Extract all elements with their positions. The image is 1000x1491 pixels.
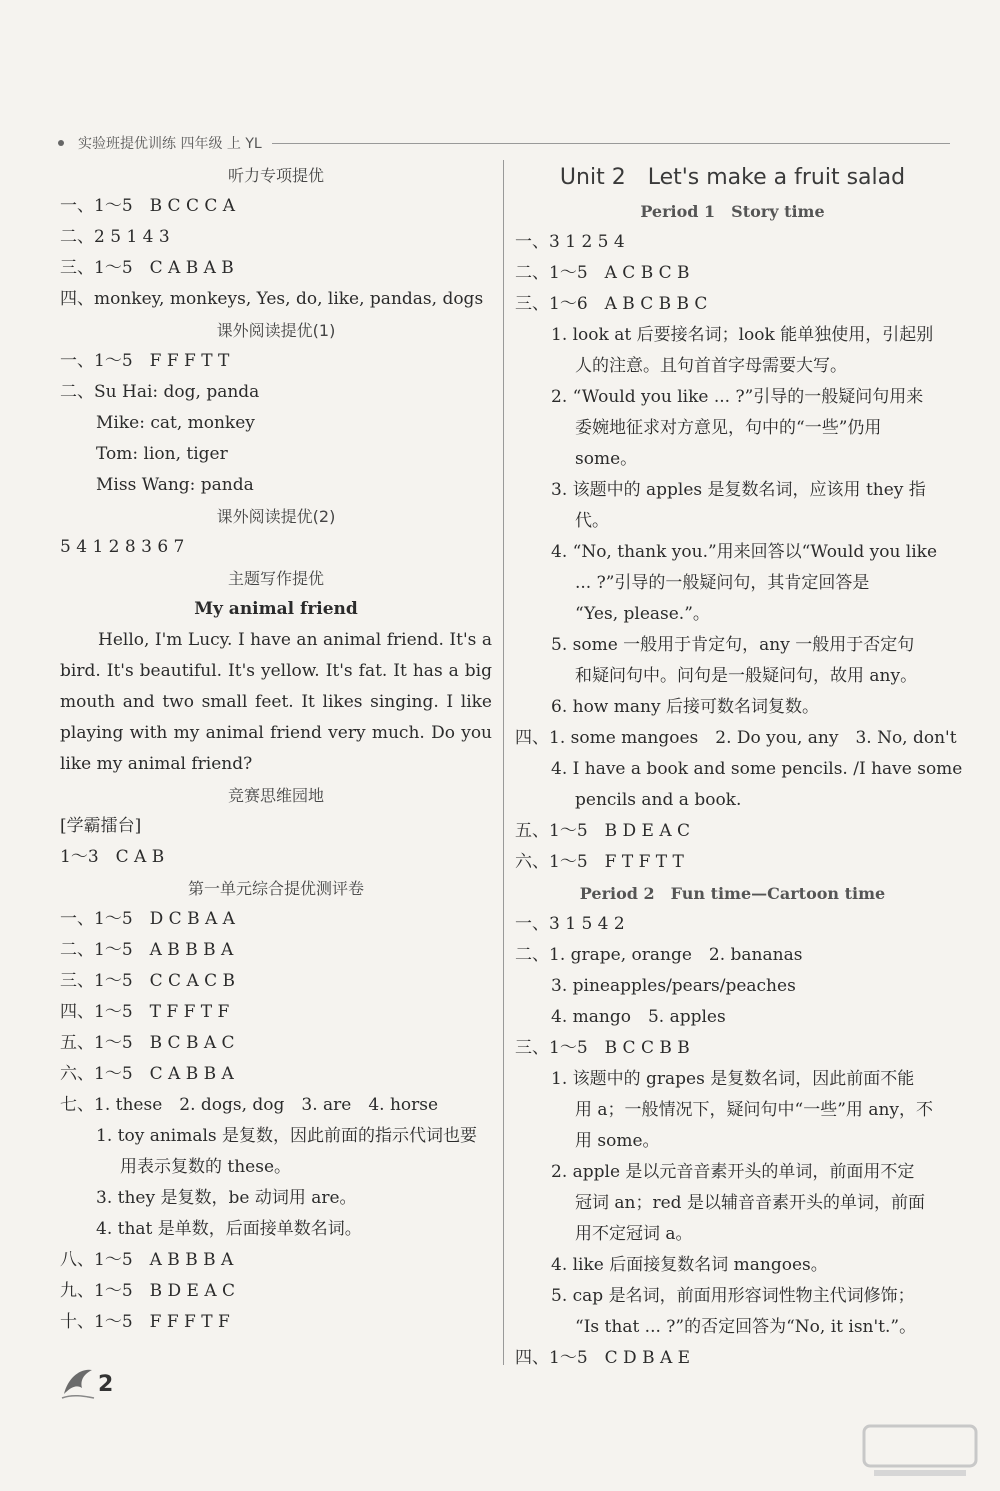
answer-line: Miss Wang: panda (96, 475, 254, 495)
note-line: 4. like 后面接复数名词 mangoes。 (551, 1255, 828, 1275)
left-column (60, 160, 492, 1338)
note-line: 用 a；一般情况下，疑问句中“一些”用 any，不 (575, 1100, 934, 1120)
answer-line: 4. mango 5. apples (551, 1007, 726, 1027)
note-line: 4. that 是单数，后面接单数名词。 (96, 1219, 362, 1239)
bullet-icon (58, 140, 64, 146)
section-title: 课外阅读提优(2) (216, 507, 336, 526)
header-rule (272, 143, 950, 144)
note-line: 2. apple 是以元音音素开头的单词，前面用不定 (551, 1162, 915, 1182)
note-line: 1. 该题中的 grapes 是复数名词，因此前面不能 (551, 1069, 915, 1089)
answer-line: 3. pineapples/pears/peaches (551, 976, 796, 996)
answer-line: 九、1～5 B D E A C (60, 1281, 236, 1301)
answer-line: 一、1～5 D C B A A (60, 909, 235, 929)
answer-line: Tom: lion, tiger (96, 444, 228, 464)
note-line: 用 some。 (575, 1131, 660, 1151)
answer-line: 七、1. these 2. dogs, dog 3. are 4. horse (60, 1095, 439, 1115)
note-line: 5. cap 是名词，前面用形容词性物主代词修饰； (551, 1286, 915, 1306)
note-line: 委婉地征求对方意见，句中的“一些”仍用 (575, 418, 882, 438)
answer-line: 1～3 C A B (60, 847, 165, 867)
answer-line: 一、1～5 F F F T T (60, 351, 230, 371)
note-line: 4. “No, thank you.”用来回答以“Would you like (551, 542, 938, 562)
note-line: 用不定冠词 a。 (575, 1224, 693, 1244)
answer-line: 十、1～5 F F F T F (60, 1312, 230, 1332)
note-line: 1. look at 后要接名词；look 能单独使用，引起别 (551, 325, 934, 345)
section-title: 课外阅读提优(1) (216, 321, 336, 340)
note-line: “Yes, please.”。 (575, 604, 710, 624)
answer-line: 三、1～6 A B C B B C (515, 294, 708, 314)
note-line: 3. they 是复数，be 动词用 are。 (96, 1188, 357, 1208)
section-title: 主题写作提优 (227, 569, 324, 588)
answer-line: 五、1～5 B C B A C (60, 1033, 235, 1053)
answer-line: 二、2 5 1 4 3 (60, 227, 170, 247)
answer-line: 五、1～5 B D E A C (515, 821, 691, 841)
answer-line: 一、1～5 B C C C A (60, 196, 236, 216)
note-line: 冠词 an；red 是以辅音音素开头的单词，前面 (575, 1193, 925, 1213)
section-title: 第一单元综合提优测评卷 (187, 879, 364, 898)
note-line: ... ?”引导的一般疑问句，其肯定回答是 (575, 573, 870, 593)
answer-line: 四、monkey, monkeys, Yes, do, like, pandas, dogs (60, 289, 484, 309)
watermark-logo-icon (860, 1420, 980, 1480)
unit-title: Unit 2 Let's make a fruit salad (559, 165, 906, 190)
note-line: 人的注意。且句首首字母需要大写。 (575, 356, 847, 376)
note-line: 5. some 一般用于肯定句，any 一般用于否定句 (551, 635, 915, 655)
answer-line: 一、3 1 5 4 2 (515, 914, 625, 934)
answer-line: 二、1～5 A B B B A (60, 940, 234, 960)
period-title: Period 1 Story time (640, 202, 825, 221)
answer-line: [学霸擂台] (60, 816, 142, 836)
note-line: 代。 (575, 511, 609, 531)
note-line: 和疑问句中。问句是一般疑问句，故用 any。 (575, 666, 918, 686)
answer-line: 三、1～5 C C A C B (60, 971, 236, 991)
answer-line: 四、1. some mangoes 2. Do you, any 3. No, don't (515, 728, 957, 748)
note-line: 1. toy animals 是复数，因此前面的指示代词也要 (96, 1126, 478, 1146)
answer-line: 八、1～5 A B B B A (60, 1250, 234, 1270)
note-line: some。 (575, 449, 638, 469)
answer-line: 二、1～5 A C B C B (515, 263, 690, 283)
section-title: 听力专项提优 (227, 166, 324, 185)
note-line: 3. 该题中的 apples 是复数名词，应该用 they 指 (551, 480, 926, 500)
answer-line: 六、1～5 F T F T T (515, 852, 684, 872)
note-line: 6. how many 后接可数名词复数。 (551, 697, 819, 717)
page-header (58, 132, 950, 154)
answer-line: pencils and a book. (575, 790, 742, 810)
answer-line: 二、1. grape, orange 2. bananas (515, 945, 803, 965)
page-number: 2 (98, 1372, 114, 1397)
answer-line: Mike: cat, monkey (96, 413, 255, 433)
wave-logo-icon (60, 1360, 96, 1400)
answer-line: 三、1～5 C A B A B (60, 258, 234, 278)
answer-line: 四、1～5 T F F T F (60, 1002, 230, 1022)
answer-line: 四、1～5 C D B A E (515, 1348, 691, 1368)
answer-line: 4. I have a book and some pencils. /I have some (551, 759, 963, 779)
answer-line: 一、3 1 2 5 4 (515, 232, 625, 252)
essay-body: Hello, I'm Lucy. I have an animal friend. It's a bird. It's beautiful. It's yellow. It's fat. It has a big mouth and two small feet. It likes singing. I like playing with my animal friend very much. Do you like my animal friend? (60, 630, 492, 774)
note-line: 2. “Would you like ... ?”引导的一般疑问句用来 (551, 387, 924, 407)
header-title: 实验班提优训练 四年级 上 YL (78, 136, 262, 152)
answer-line: 二、Su Hai: dog, panda (60, 382, 260, 402)
section-title: 竞赛思维园地 (227, 786, 324, 805)
essay-title: My animal friend (194, 599, 358, 619)
column-divider (503, 160, 504, 1365)
right-column (515, 160, 963, 1374)
answer-line: 三、1～5 B C C B B (515, 1038, 690, 1058)
answer-line: 5 4 1 2 8 3 6 7 (60, 537, 185, 557)
note-line: “Is that ... ?”的否定回答为“No, it isn't.”。 (575, 1317, 917, 1337)
period-title: Period 2 Fun time—Cartoon time (579, 884, 886, 903)
note-line: 用表示复数的 these。 (120, 1157, 292, 1177)
answer-line: 六、1～5 C A B B A (60, 1064, 234, 1084)
